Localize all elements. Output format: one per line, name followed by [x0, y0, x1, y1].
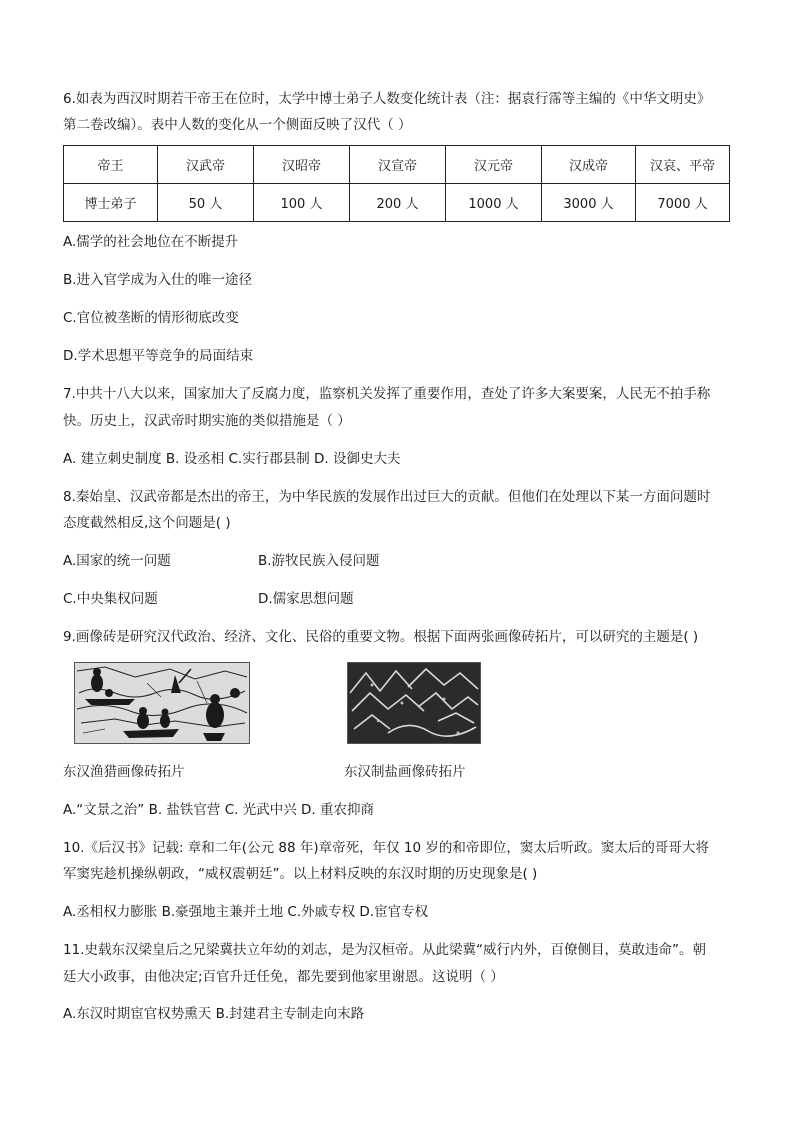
- table-cell: 1000 人: [446, 184, 542, 222]
- salt-making-rubbing-image: [347, 662, 481, 744]
- table-cell: 博士弟子: [64, 184, 158, 222]
- q6-option-d: D.学术思想平等竞争的局面结束: [63, 348, 254, 364]
- table-cell: 200 人: [350, 184, 446, 222]
- q10-stem-line1: 10.《后汉书》记载: 章和二年(公元 88 年)章帝死，年仅 10 岁的和帝即位，窦太后听政。窦太后的哥哥大将: [63, 840, 709, 856]
- table-cell: 汉武帝: [158, 146, 254, 184]
- q9-caption-left: 东汉渔猎画像砖拓片: [63, 764, 185, 780]
- salt-making-rubbing-illustration: [348, 663, 480, 743]
- q6-option-b: B.进入官学成为入仕的唯一途径: [63, 272, 253, 288]
- table-cell: 汉昭帝: [254, 146, 350, 184]
- q10-options: A.丞相权力膨胀 B.豪强地主兼并土地 C.外戚专权 D.宦官专权: [63, 904, 429, 920]
- fishing-hunting-rubbing-illustration: [75, 663, 249, 743]
- q8-stem-line1: 8.秦始皇、汉武帝都是杰出的帝王，为中华民族的发展作出过巨大的贡献。但他们在处理以下某一方面问题时: [63, 489, 711, 505]
- table-header-row: [64, 146, 730, 184]
- table-row: [64, 184, 730, 222]
- table-cell: 100 人: [254, 184, 350, 222]
- q8-option-a: A.国家的统一问题: [63, 553, 171, 569]
- q10-stem-line2: 军窦宪趁机操纵朝政，“威权震朝廷”。以上材料反映的东汉时期的历史现象是( ): [63, 866, 538, 882]
- q8-option-d: D.儒家思想问题: [258, 591, 354, 607]
- table-cell: 汉宣帝: [350, 146, 446, 184]
- q6-option-c: C.官位被垄断的情形彻底改变: [63, 310, 239, 326]
- q7-stem-line2: 快。历史上，汉武帝时期实施的类似措施是（ ）: [63, 413, 351, 429]
- q6-stem-line2: 第二卷改编）。表中人数的变化从一个侧面反映了汉代（ ）: [63, 117, 412, 133]
- q11-stem-line1: 11.史载东汉梁皇后之兄梁冀扶立年幼的刘志，是为汉桓帝。从此梁冀“威行内外，百僚侧目，莫敢违命”。朝: [63, 942, 706, 958]
- q9-caption-right: 东汉制盐画像砖拓片: [344, 764, 466, 780]
- q6-statistics-table: [63, 145, 730, 222]
- q6-stem-line1: 6.如表为西汉时期若干帝王在位时，太学中博士弟子人数变化统计表（注：据袁行霈等主编的《中华文明史》: [63, 91, 711, 107]
- table-cell: 帝王: [64, 146, 158, 184]
- q7-options: A. 建立刺史制度 B. 设丞相 C.实行郡县制 D. 设御史大夫: [63, 451, 401, 467]
- table-cell: 7000 人: [636, 184, 730, 222]
- table-cell: 3000 人: [542, 184, 636, 222]
- fishing-hunting-rubbing-image: [74, 662, 250, 744]
- q8-option-c: C.中央集权问题: [63, 591, 158, 607]
- q8-option-b: B.游牧民族入侵问题: [258, 553, 380, 569]
- table-cell: 汉哀、平帝: [636, 146, 730, 184]
- q9-options: A.“文景之治” B. 盐铁官营 C. 光武中兴 D. 重农抑商: [63, 802, 374, 818]
- table-cell: 50 人: [158, 184, 254, 222]
- q9-stem: 9.画像砖是研究汉代政治、经济、文化、民俗的重要文物。根据下面两张画像砖拓片，可以研究的主题是( ): [63, 629, 699, 645]
- table-cell: 汉元帝: [446, 146, 542, 184]
- table-cell: 汉成帝: [542, 146, 636, 184]
- q6-option-a: A.儒学的社会地位在不断提升: [63, 234, 239, 250]
- q11-options: A.东汉时期宦官权势熏天 B.封建君主专制走向末路: [63, 1006, 365, 1022]
- q7-stem-line1: 7.中共十八大以来，国家加大了反腐力度，监察机关发挥了重要作用，查处了许多大案要案，人民无不拍手称: [63, 386, 711, 402]
- q8-stem-line2: 态度截然相反,这个问题是( ): [63, 515, 231, 531]
- q11-stem-line2: 廷大小政事，由他决定;百官升迁任免，都先要到他家里谢恩。这说明（ ）: [63, 969, 504, 985]
